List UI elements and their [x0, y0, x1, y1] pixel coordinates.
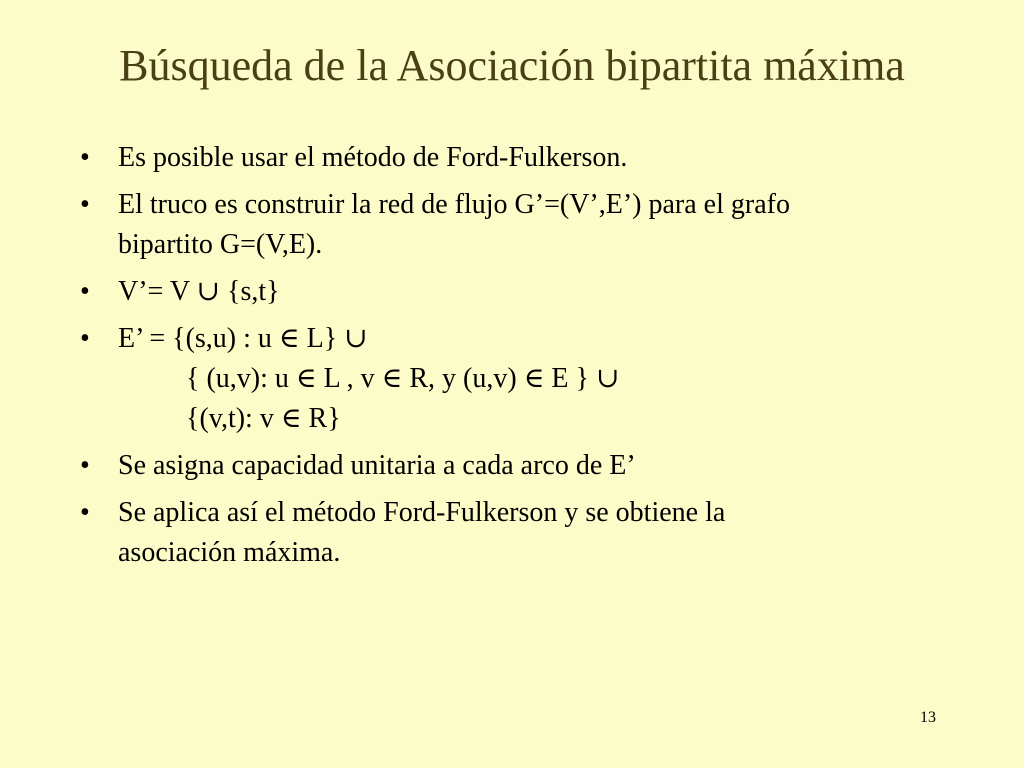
bullet-construct-network	[80, 185, 960, 265]
bullet-text: Es posible usar el método de Ford-Fulkerson.	[118, 142, 628, 173]
bullet-marker: •	[80, 450, 90, 481]
edge-set-line-1: E’ = {(s,u) : u ∈ L} ∪	[118, 323, 368, 354]
bullet-marker: •	[80, 189, 90, 220]
slide-title: Búsqueda de la Asociación bipartita máxima	[119, 41, 905, 90]
bullet-text-line-1: El truco es construir la red de flujo G’=(V’,E’) para el grafo	[118, 189, 790, 220]
bullet-text-line-2: asociación máxima.	[118, 537, 341, 568]
bullet-text: Se asigna capacidad unitaria a cada arco de E’	[118, 450, 636, 481]
bullet-vertex-set	[80, 272, 960, 312]
bullet-edge-set	[80, 319, 960, 439]
bullet-marker: •	[80, 276, 90, 307]
bullet-text: V’= V ∪ {s,t}	[118, 276, 280, 307]
bullet-text-line-2: bipartito G=(V,E).	[118, 229, 323, 260]
edge-set-line-3: {(v,t): v ∈ R}	[186, 403, 341, 434]
bullet-ford-fulkerson	[80, 138, 960, 178]
bullet-text-line-1: Se aplica así el método Ford-Fulkerson y se obtiene la	[118, 497, 726, 528]
bullet-apply-method	[80, 493, 960, 573]
bullet-marker: •	[80, 323, 90, 354]
bullet-list	[80, 138, 960, 580]
page-number: 13	[920, 709, 936, 726]
bullet-marker: •	[80, 497, 90, 528]
bullet-unit-capacity	[80, 446, 960, 486]
edge-set-line-2: { (u,v): u ∈ L , v ∈ R, y (u,v) ∈ E } ∪	[186, 363, 620, 394]
bullet-marker: •	[80, 142, 90, 173]
